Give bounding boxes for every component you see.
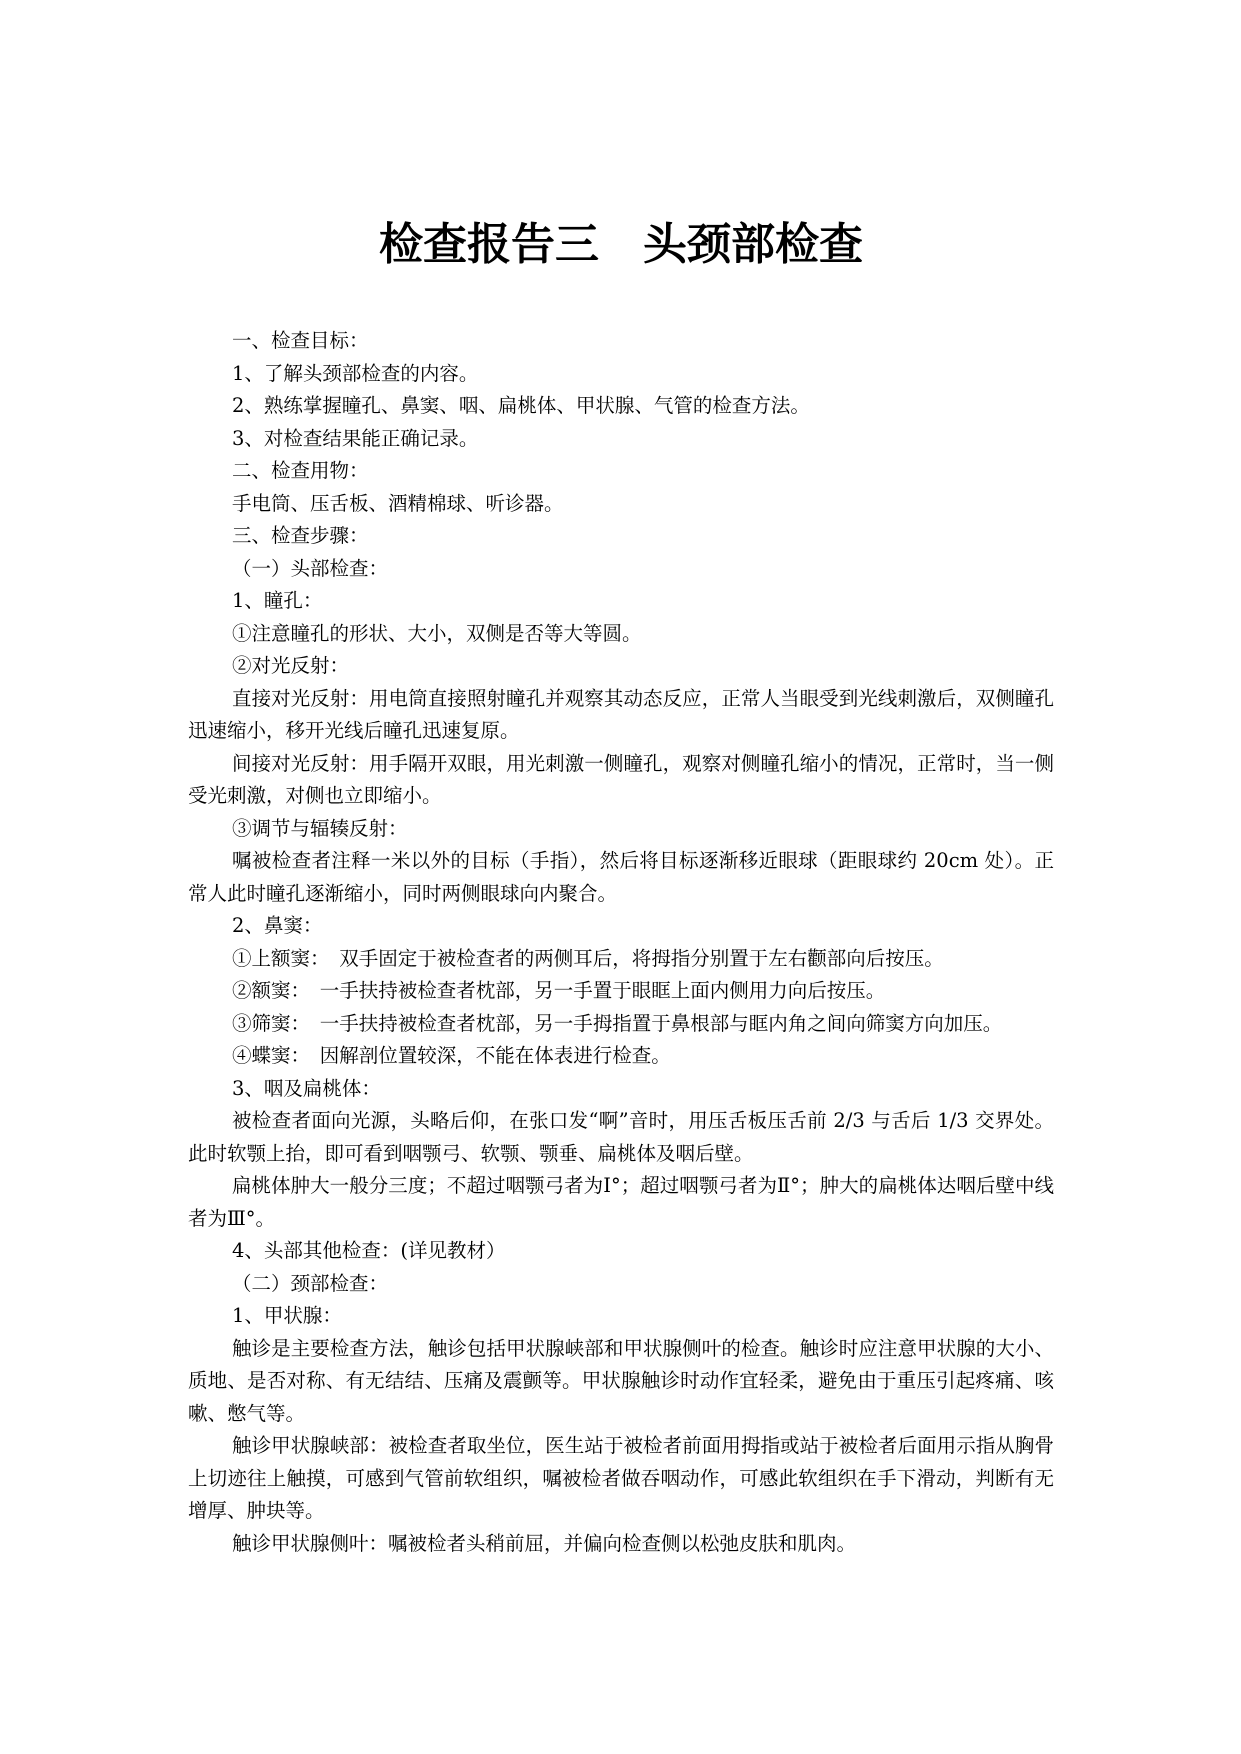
paragraph: 一、检查目标：: [232, 329, 369, 352]
paragraph: 手电筒、压舌板、酒精棉球、听诊器。: [232, 491, 564, 515]
paragraph: ③调节与辐辏反射：: [232, 816, 408, 840]
paragraph: 三、检查步骤：: [232, 524, 369, 547]
paragraph: ③筛窦： 一手扶持被检查者枕部，另一手拇指置于鼻根部与眶内角之间向筛窦方向加压。: [232, 1011, 1003, 1035]
paragraph: ④蝶窦： 因解剖位置较深，不能在体表进行检查。: [232, 1044, 671, 1067]
paragraph: （二）颈部检查：: [232, 1271, 389, 1295]
paragraph: 3、咽及扁桃体：: [232, 1076, 381, 1100]
paragraph: ②额窦： 一手扶持被检查者枕部，另一手置于眼眶上面内侧用力向后按压。: [232, 979, 886, 1002]
paragraph: ①上额窦： 双手固定于被检查者的两侧耳后，将拇指分别置于左右颧部向后按压。: [232, 946, 944, 970]
paragraph: 触诊是主要检查方法，触诊包括甲状腺峡部和甲状腺侧叶的检查。触诊时应注意甲状腺的大小、质地、是否对称、有无结结、压痛及震颤等。甲状腺触诊时动作宜轻柔，避免由于重压引起疼痛、咳嗽、憋气等。: [188, 1336, 1054, 1425]
paragraph: 2、鼻窦：: [232, 914, 323, 937]
document-page: [188, 213, 1054, 1560]
paragraph: 1、了解头颈部检查的内容。: [232, 361, 479, 385]
paragraph: 触诊甲状腺侧叶：嘱被检者头稍前屈，并偏向检查侧以松弛皮肤和肌肉。: [232, 1531, 857, 1555]
paragraph: 间接对光反射：用手隔开双眼，用光刺激一侧瞳孔，观察对侧瞳孔缩小的情况，正常时，当一侧受光刺激，对侧也立即缩小。: [188, 751, 1054, 807]
paragraph: ①注意瞳孔的形状、大小，双侧是否等大等圆。: [232, 621, 642, 645]
paragraph: 扁桃体肿大一般分三度；不超过咽颚弓者为Ⅰ°；超过咽颚弓者为Ⅱ°；肿大的扁桃体达咽后壁中线者为Ⅲ°。: [188, 1174, 1054, 1230]
paragraph: 3、对检查结果能正确记录。: [232, 426, 479, 450]
paragraph: 4、头部其他检查：(详见教材）: [232, 1239, 506, 1262]
paragraph: 嘱被检查者注释一米以外的目标（手指），然后将目标逐渐移近眼球（距眼球约 20cm 处）。正常人此时瞳孔逐渐缩小，同时两侧眼球向内聚合。: [188, 849, 1054, 905]
paragraph: 二、检查用物：: [232, 459, 369, 482]
document-body: [188, 325, 1054, 1560]
paragraph: 被检查者面向光源，头略后仰，在张口发“啊”音时，用压舌板压舌前 2/3 与舌后 1/3 交界处。此时软颚上抬，即可看到咽颚弓、软颚、颚垂、扁桃体及咽后壁。: [188, 1109, 1054, 1165]
paragraph: 触诊甲状腺峡部：被检查者取坐位，医生站于被检者前面用拇指或站于被检者后面用示指从胸骨上切迹往上触摸，可感到气管前软组织，嘱被检者做吞咽动作，可感此软组织在手下滑动，判断有无增厚、肿块等。: [188, 1434, 1054, 1522]
paragraph: 1、甲状腺：: [232, 1304, 342, 1327]
paragraph: 2、熟练掌握瞳孔、鼻窦、咽、扁桃体、甲状腺、气管的检查方法。: [232, 394, 810, 417]
paragraph: （一）头部检查：: [232, 556, 389, 580]
paragraph: ②对光反射：: [232, 654, 350, 677]
paragraph: 直接对光反射：用电筒直接照射瞳孔并观察其动态反应，正常人当眼受到光线刺激后，双侧瞳孔迅速缩小，移开光线后瞳孔迅速复原。: [188, 686, 1054, 742]
paragraph: 1、瞳孔：: [232, 589, 323, 612]
page-title: 检查报告三 头颈部检查: [379, 219, 863, 270]
